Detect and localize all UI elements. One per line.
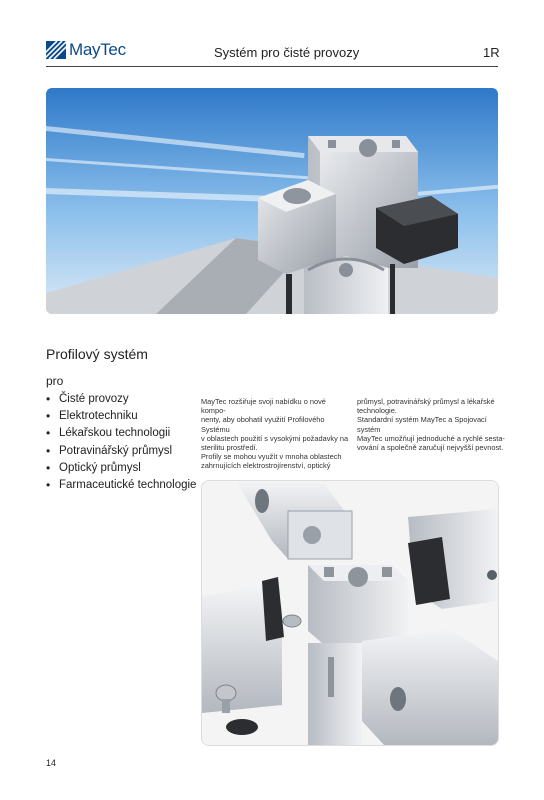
text-line: MayTec umožňují jednoduché a rychlé sesta- [357, 433, 505, 443]
logo-icon [46, 41, 66, 59]
text-line: sterilitu prostředí. [201, 443, 258, 453]
assembly-image [201, 480, 499, 746]
maytec-logo [46, 40, 136, 60]
hero-profile-image [46, 88, 498, 314]
list-item: • Potravinářský průmysl [46, 443, 196, 460]
text-line: Profily se mohou využít v mnoha oblastech [201, 452, 342, 462]
list-item: • Elektrotechniku [46, 408, 196, 425]
text-line: technologie. [357, 406, 397, 416]
text-line: v oblastech použití s vysokými požadavky na [201, 433, 349, 443]
application-list [46, 391, 196, 494]
page-header-code: 1R [483, 45, 500, 60]
header-divider [46, 66, 498, 67]
page-header-title: Systém pro čisté provozy [214, 45, 360, 60]
list-item: • Farmaceutické technologie [46, 477, 196, 494]
text-line: MayTec rozšiřuje svoji nabídku o nové kompo- [201, 397, 326, 416]
list-item: • Optický průmysl [46, 460, 196, 477]
page-number: 14 [46, 758, 57, 768]
section-subtitle: pro [46, 374, 64, 388]
list-item: • Čisté provozy [46, 391, 196, 408]
text-line: nenty, aby obohatil využití Profilového Systému [201, 415, 325, 434]
text-line: průmysl, potravinářský průmysl a lékařské [357, 397, 495, 406]
text-line: vování a společně zaručují nejvyšší pevnost. [357, 443, 504, 453]
section-title: Profilový systém [46, 346, 148, 362]
list-item: • Lékařskou technologii [46, 425, 196, 442]
text-line: zahrnujících elektrostrojírenství, optický [201, 461, 331, 471]
text-line: Standardní systém MayTec a Spojovací systém [357, 415, 487, 434]
logo-text: MayTec [69, 40, 126, 59]
body-text-column-1 [201, 397, 351, 471]
body-text-column-2 [357, 397, 507, 452]
